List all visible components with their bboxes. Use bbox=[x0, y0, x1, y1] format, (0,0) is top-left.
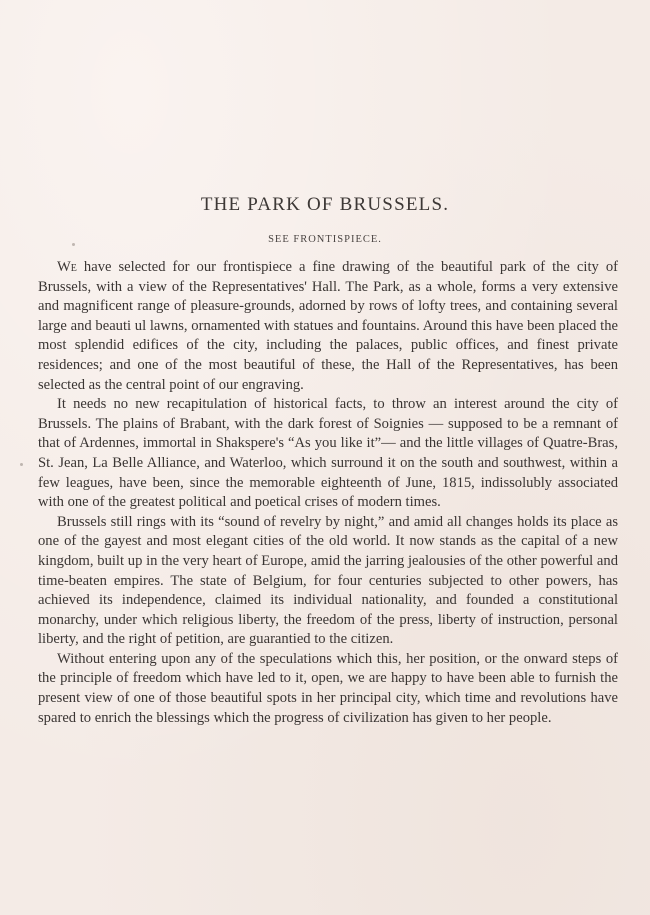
article-body bbox=[38, 258, 618, 728]
paper-speck bbox=[72, 243, 75, 246]
page-title: THE PARK OF BRUSSELS. bbox=[200, 194, 450, 215]
paragraph-3: Brussels still rings with its “sound of revelry by night,” and amid all changes holds its place as one of the gayest and most elegant cities of the old world. It now stands as the capital of a new kingdom, built up in the very heart of Europe, amid the jarring jealousies of the other powerful and time-beaten empires. The state of Belgium, for four centuries subjected to other powers, has achieved its independence, claimed its individual nationality, and founded a constitutional monarchy, under which religious liberty, the freedom of the press, liberty of instruction, personal liberty, and the right of petition, are guarantied to the citizen. bbox=[38, 513, 618, 648]
paragraph-4: Without entering upon any of the speculations which this, her position, or the onward steps of the principle of freedom which have led to it, open, we are happy to have been able to furnish the present view of one of those beautiful spots in her principal city, which time and revolutions have spared to enrich the blessings which the progress of civilization has given to her people. bbox=[38, 650, 618, 726]
opening-word: We bbox=[57, 259, 77, 275]
paragraph-2: It needs no new recapitulation of historical facts, to throw an interest around the city of Brussels. The plains of Brabant, with the dark forest of Soignies — supposed to be a remnant of that of Ardennes, immortal in Shakspere's “As you like it”— and the little villages of Quatre-Bras, St. Jean, La Belle Alliance, and Waterloo, which surround it on the south and southwest, within a few leagues, have been, since the memorable eighteenth of June, 1815, indissolubly associated with one of the greatest political and poetical crises of modern times. bbox=[38, 396, 618, 511]
paragraph-1-text: have selected for our frontispiece a fine drawing of the beautiful park of the city of Brussels, with a view of the Representatives' Hall. The Park, as a whole, forms a very extensive and magnificent range of pleasure-grounds, adorned by rows of lofty trees, and containing several large and beauti ul lawns, ornamented with statues and fountains. Around this have been placed the most splendid edifices of the city, including the palaces, public offices, and finest private residences; and one of the most beautiful of these, the Hall of the Representatives, has been selected as the central point of our engraving. bbox=[38, 259, 618, 393]
paragraph-1 bbox=[38, 258, 618, 395]
paper-speck bbox=[20, 463, 23, 466]
page-subtitle: SEE FRONTISPIECE. bbox=[268, 234, 382, 245]
